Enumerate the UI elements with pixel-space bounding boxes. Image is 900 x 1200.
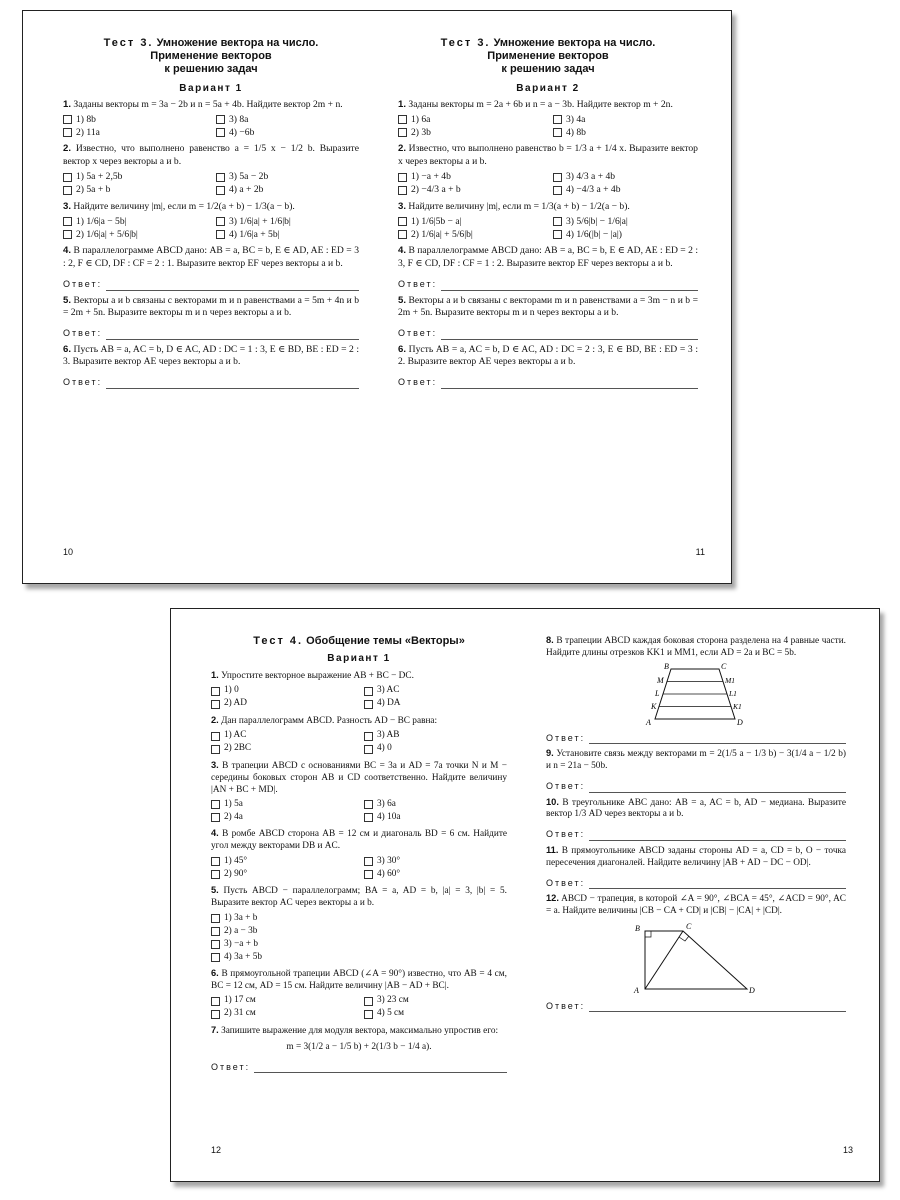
checkbox[interactable] — [211, 927, 220, 936]
answer-line[interactable]: Ответ: — [63, 279, 359, 291]
task-7: 7. Запишите выражение для модуля вектора, максимально упростив его: — [211, 1024, 499, 1036]
checkbox[interactable] — [364, 813, 373, 822]
checkbox[interactable] — [216, 115, 225, 124]
task-1: 1. Заданы векторы m = 2a + 6b и n = a − 3b. Найдите вектор m + 2n. — [398, 98, 673, 110]
checkbox[interactable] — [398, 128, 407, 137]
page-number: 11 — [695, 547, 705, 557]
task-8: 8. В трапеции ABCD каждая боковая сторона разделена на 4 равные части. Найдите длины отрезков KK1 и MM1, если AD = 2a и BC = 5b. — [546, 635, 846, 658]
answer-option[interactable]: 2) 90° — [211, 868, 354, 881]
answer-line[interactable]: Ответ: — [63, 377, 359, 389]
task-1-options — [211, 685, 507, 711]
test-title: Тест 4. Обобщение темы «Векторы» — [253, 635, 465, 647]
page-11 — [378, 11, 733, 583]
answer-option[interactable]: 1) 0 — [211, 685, 354, 698]
task-10: 10. В треугольнике ABC дано: AB = a, AC = b, AD − медиана. Выразите вектор 1/3 AD через векторы a и b. — [546, 796, 846, 820]
task-6: 6. В прямоугольной трапеции ABCD (∠A = 90°) известно, что AB = 4 см, BC = 12 см, AD = 15 см. Найдите величину |AB − AD + BC|. — [211, 968, 507, 991]
answer-option[interactable]: 1) 45° — [211, 855, 354, 868]
task-2: 2. Дан параллелограмм ABCD. Разность AD − BC равна: — [211, 714, 438, 726]
checkbox[interactable] — [211, 700, 220, 709]
task-3: 3. В трапеции ABCD с основаниями BC = 3a и AD = 7a точки N и M − середины боковых сторон AB и CD соответственно. Найдите величину |AN + BC + MD|. — [211, 759, 507, 795]
task-1-options — [63, 113, 359, 139]
checkbox[interactable] — [553, 173, 562, 182]
answer-option[interactable]: 3) AB — [364, 730, 507, 743]
page-number: 10 — [63, 547, 74, 557]
answer-option[interactable]: 2) 3b — [398, 126, 543, 139]
checkbox[interactable] — [364, 700, 373, 709]
task-3: 3. Найдите величину |m|, если m = 1/2(a + b) − 1/3(a − b). — [63, 200, 295, 212]
answer-option[interactable]: 3) AC — [364, 685, 507, 698]
task-2-options — [211, 730, 507, 756]
answer-option[interactable]: 2) 11a — [63, 126, 206, 139]
answer-option[interactable]: 4) 1/6(|b| − |a|) — [553, 228, 698, 241]
task-7-formula: m = 3(1/2 a − 1/5 b) + 2(1/3 b − 1/4 a). — [286, 1041, 432, 1052]
answer-line[interactable]: Ответ: — [546, 829, 846, 841]
answer-option[interactable]: 1) 3a + b — [211, 912, 507, 925]
task-3-options — [398, 215, 698, 241]
checkbox[interactable] — [398, 115, 407, 124]
label-d: D — [737, 717, 743, 727]
task-1: 1. Упростите векторное выражение AB + BC − DC. — [211, 669, 414, 681]
checkbox[interactable] — [211, 745, 220, 754]
checkbox[interactable] — [211, 953, 220, 962]
checkbox[interactable] — [553, 115, 562, 124]
task-3-options — [211, 798, 507, 824]
label-d: D — [749, 985, 755, 995]
checkbox[interactable] — [553, 128, 562, 137]
answer-option[interactable]: 1) 8b — [63, 113, 206, 126]
label-c: C — [686, 921, 692, 931]
task-6: 6. Пусть AB = a, AC = b, D ∈ AC, AD : DC = 2 : 3, E ∈ BD, BE : ED = 3 : 2. Выразите вектор AE через векторы a и b. — [398, 343, 698, 368]
checkbox[interactable] — [211, 997, 220, 1006]
checkbox[interactable] — [63, 115, 72, 124]
answer-option[interactable]: 3) −a + b — [211, 938, 507, 951]
page-10 — [23, 11, 378, 583]
answer-option[interactable]: 4) 60° — [364, 868, 507, 881]
label-a: A — [646, 717, 651, 727]
task-4: 4. В параллелограмме ABCD дано: AB = a, BC = b, E ∈ AD, AE : ED = 2 : 3, F ∈ CD, DF : CF = 1 : 2. Выразите вектор EF через векторы a и b. — [398, 245, 698, 270]
page-12 — [171, 609, 526, 1181]
answer-option[interactable]: 1) AC — [211, 730, 354, 743]
task-3: 3. Найдите величину |m|, если m = 1/3(a + b) − 1/2(a − b). — [398, 200, 630, 212]
answer-option[interactable]: 4) DA — [364, 698, 507, 711]
checkbox[interactable] — [364, 732, 373, 741]
checkbox[interactable] — [63, 230, 72, 239]
variant-heading: Вариант 2 — [516, 82, 580, 94]
task-12: 12. ABCD − трапеция, в которой ∠A = 90°, ∠BCA = 45°, ∠ACD = 90°, AC = a. Найдите величины |CB − CA + CD| и |CB| − |CA| + |CD|. — [546, 893, 846, 917]
answer-line[interactable]: Ответ: — [546, 878, 846, 890]
task-4: 4. В ромбе ABCD сторона AB = 12 см и диагональ BD = 6 см. Найдите угол между векторами DB и AC. — [211, 828, 507, 852]
task-1: 1. Заданы векторы m = 3a − 2b и n = 5a + 4b. Найдите вектор 2m + n. — [63, 98, 343, 110]
label-c: C — [721, 662, 727, 671]
checkbox[interactable] — [364, 1010, 373, 1019]
checkbox[interactable] — [398, 173, 407, 182]
answer-option[interactable]: 3) 23 см — [364, 995, 507, 1008]
answer-option[interactable]: 4) 10a — [364, 811, 507, 824]
answer-option[interactable]: 4) 0 — [364, 743, 507, 756]
task-6: 6. Пусть AB = a, AC = b, D ∈ AC, AD : DC = 1 : 3, E ∈ BD, BE : ED = 2 : 3. Выразите вектор AE через векторы a и b. — [63, 343, 359, 368]
label-b: B — [664, 662, 669, 671]
answer-line[interactable]: Ответ: — [546, 1001, 846, 1013]
task-4-options — [211, 855, 507, 881]
checkbox[interactable] — [216, 173, 225, 182]
answer-option[interactable]: 3) 5/6|b| − 1/6|a| — [553, 215, 698, 228]
checkbox[interactable] — [398, 186, 407, 195]
checkbox[interactable] — [211, 687, 220, 696]
checkbox[interactable] — [553, 230, 562, 239]
answer-line[interactable]: Ответ: — [398, 377, 698, 389]
answer-option[interactable]: 1) 5a — [211, 798, 354, 811]
answer-option[interactable]: 4) 3a + 5b — [211, 951, 507, 964]
label-k1: K1 — [733, 701, 742, 711]
checkbox[interactable] — [398, 217, 407, 226]
answer-line[interactable]: Ответ: — [398, 279, 698, 291]
answer-option[interactable]: 4) 1/6|a + 5b| — [216, 228, 359, 241]
right-trapezoid-figure — [621, 921, 771, 997]
label-a: A — [634, 985, 639, 995]
answer-option[interactable]: 4) −6b — [216, 126, 359, 139]
answer-option[interactable]: 1) 5a + 2,5b — [63, 171, 206, 184]
answer-option[interactable]: 3) 4a — [553, 113, 698, 126]
answer-option[interactable]: 1) 1/6|a − 5b| — [63, 215, 206, 228]
answer-option[interactable]: 3) 6a — [364, 798, 507, 811]
answer-option[interactable]: 4) 5 см — [364, 1008, 507, 1021]
checkbox[interactable] — [211, 1010, 220, 1019]
answer-option[interactable]: 2) AD — [211, 698, 354, 711]
task-2-options — [63, 171, 359, 197]
checkbox[interactable] — [211, 940, 220, 949]
variant-heading: Вариант 1 — [327, 653, 391, 665]
checkbox[interactable] — [211, 800, 220, 809]
answer-option[interactable]: 4) 8b — [553, 126, 698, 139]
task-5: 5. Векторы a и b связаны с векторами m и n равенствами a = 5m + 4n и b = 2m + 5n. Выразите векторы m и n через векторы a и b. — [63, 294, 359, 319]
test-title: Тест 3. Умножение вектора на число. Применение векторов к решению задач — [103, 37, 319, 76]
checkbox[interactable] — [364, 687, 373, 696]
checkbox[interactable] — [364, 997, 373, 1006]
answer-option[interactable]: 3) 5a − 2b — [216, 171, 359, 184]
label-b: B — [635, 923, 640, 933]
task-5: 5. Пусть ABCD − параллелограмм; BA = a, AD = b, |a| = 3, |b| = 5. Выразите вектор AC через векторы a и b. — [211, 885, 507, 909]
trapezoid-figure — [621, 663, 771, 729]
answer-line[interactable]: Ответ: — [211, 1062, 507, 1074]
label-l: L — [655, 688, 660, 698]
test-title: Тест 3. Умножение вектора на число. Применение векторов к решению задач — [440, 37, 656, 76]
checkbox[interactable] — [398, 230, 407, 239]
answer-option[interactable]: 1) 17 см — [211, 995, 354, 1008]
answer-option[interactable]: 2) 1/6|a| + 5/6|b| — [63, 228, 206, 241]
answer-line[interactable]: Ответ: — [546, 781, 846, 793]
label-l1: L1 — [729, 688, 737, 698]
answer-option[interactable]: 2) 5a + b — [63, 184, 206, 197]
task-4: 4. В параллелограмме ABCD дано: AB = a, BC = b, E ∈ AD, AE : ED = 3 : 2, F ∈ CD, DF : CF = 2 : 1. Выразите вектор EF через векторы a и b. — [63, 245, 359, 270]
checkbox[interactable] — [216, 230, 225, 239]
checkbox[interactable] — [63, 217, 72, 226]
checkbox[interactable] — [216, 186, 225, 195]
answer-option[interactable]: 3) 30° — [364, 855, 507, 868]
answer-option[interactable]: 3) 1/6|a| + 1/6|b| — [216, 215, 359, 228]
task-1-options — [398, 113, 698, 139]
checkbox[interactable] — [364, 870, 373, 879]
checkbox[interactable] — [211, 732, 220, 741]
checkbox[interactable] — [211, 870, 220, 879]
answer-option[interactable]: 2) 31 см — [211, 1008, 354, 1021]
answer-option[interactable]: 4) a + 2b — [216, 184, 359, 197]
spread-pages-12-13 — [170, 608, 880, 1182]
task-2: 2. Известно, что выполнено равенство b = 1/3 a + 1/4 x. Выразите вектор x через векторы a и b. — [398, 143, 698, 168]
spread-pages-10-11 — [22, 10, 732, 584]
task-6-options — [211, 995, 507, 1021]
checkbox[interactable] — [63, 173, 72, 182]
answer-option[interactable]: 3) 4/3 a + 4b — [553, 171, 698, 184]
answer-option[interactable]: 1) 1/6|5b − a| — [398, 215, 543, 228]
task-2: 2. Известно, что выполнено равенство a = 1/5 x − 1/2 b. Выразите вектор x через векторы a и b. — [63, 143, 359, 168]
checkbox[interactable] — [364, 800, 373, 809]
page-number: 12 — [211, 1145, 222, 1155]
task-11: 11. В прямоугольнике ABCD заданы стороны AD = a, CD = b, O − точка пересечения диагоналей. Найдите величину |AB + AD − DC − OD|. — [546, 844, 846, 868]
answer-line[interactable]: Ответ: — [398, 328, 698, 340]
checkbox[interactable] — [364, 745, 373, 754]
task-2-options — [398, 171, 698, 197]
answer-option[interactable]: 3) 8a — [216, 113, 359, 126]
label-k: K — [651, 701, 657, 711]
task-3-options — [63, 215, 359, 241]
checkbox[interactable] — [364, 857, 373, 866]
label-m1: M1 — [725, 675, 735, 685]
answer-option[interactable]: 2) 4a — [211, 811, 354, 824]
checkbox[interactable] — [553, 186, 562, 195]
checkbox[interactable] — [216, 217, 225, 226]
answer-option[interactable]: 4) −4/3 a + 4b — [553, 184, 698, 197]
answer-option[interactable]: 2) −4/3 a + b — [398, 184, 543, 197]
task-5: 5. Векторы a и b связаны с векторами m и n равенствами a = 3m − n и b = 2m + 5n. Выразите векторы m и n через векторы a и b. — [398, 294, 698, 319]
checkbox[interactable] — [211, 813, 220, 822]
answer-option[interactable]: 2) 1/6|a| + 5/6|b| — [398, 228, 543, 241]
checkbox[interactable] — [211, 857, 220, 866]
checkbox[interactable] — [211, 914, 220, 923]
answer-option[interactable]: 1) −a + 4b — [398, 171, 543, 184]
page-number: 13 — [842, 1145, 853, 1155]
answer-option[interactable]: 2) 2BC — [211, 743, 354, 756]
checkbox[interactable] — [63, 128, 72, 137]
page-13 — [526, 609, 881, 1181]
answer-option[interactable]: 2) a − 3b — [211, 925, 507, 938]
label-m: M — [657, 675, 664, 685]
answer-line[interactable]: Ответ: — [546, 733, 846, 745]
checkbox[interactable] — [216, 128, 225, 137]
answer-option[interactable]: 1) 6a — [398, 113, 543, 126]
checkbox[interactable] — [553, 217, 562, 226]
answer-line[interactable]: Ответ: — [63, 328, 359, 340]
variant-heading: Вариант 1 — [179, 82, 243, 94]
task-9: 9. Установите связь между векторами m = 2(1/5 a − 1/3 b) − 3(1/4 a − 1/2 b) и n = 21a − 50b. — [546, 748, 846, 772]
task-5-options — [211, 912, 507, 964]
checkbox[interactable] — [63, 186, 72, 195]
